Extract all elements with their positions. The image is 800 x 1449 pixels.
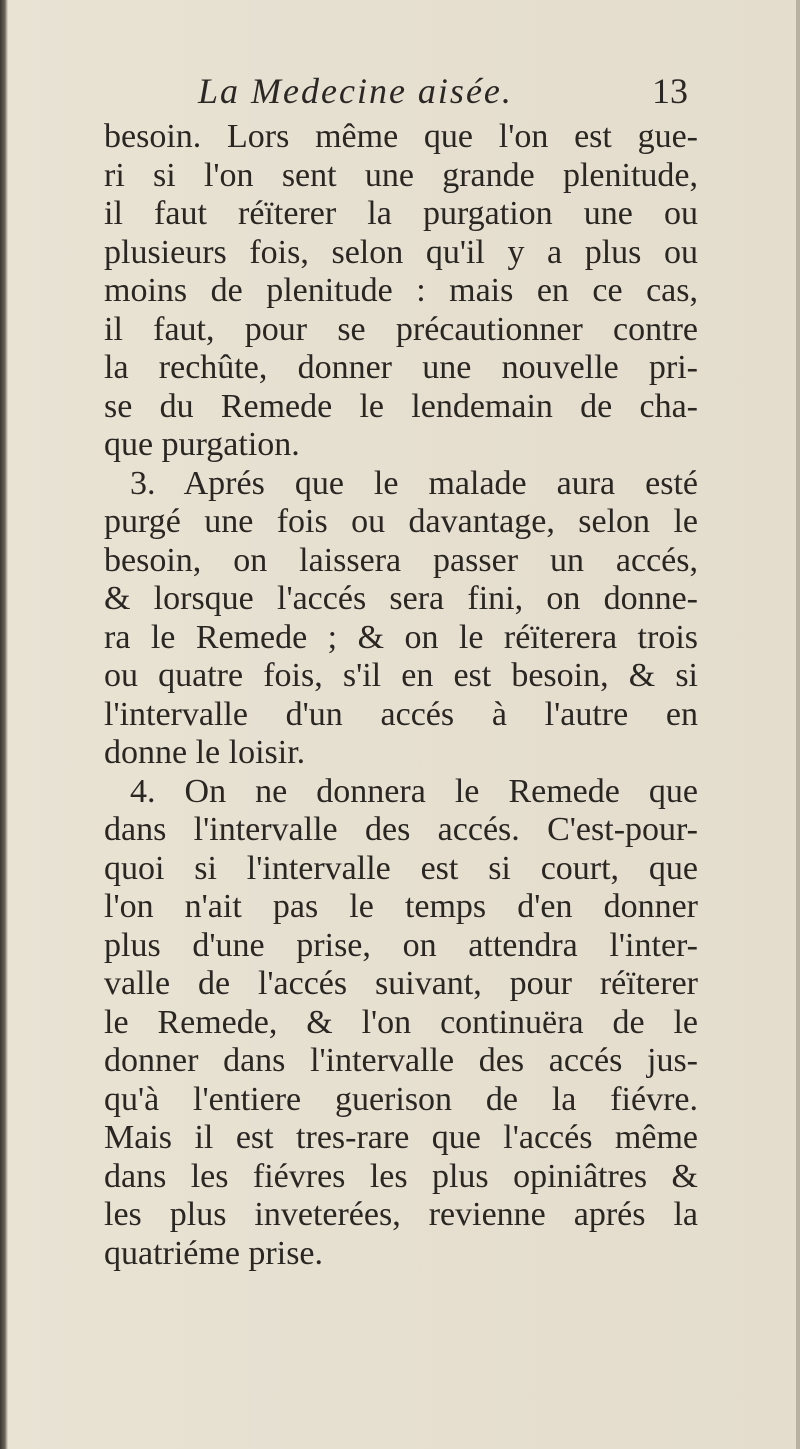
body-text [104, 118, 698, 1273]
text-line: l'on n'ait pas le temps d'en donner [104, 888, 698, 925]
text-line: le Remede, & l'on continuëra de le [104, 1003, 698, 1041]
text-line: il faut réïterer la purgation une ou [104, 195, 698, 232]
page-header [198, 70, 688, 120]
text-line: & lorsque l'accés sera fini, on donne- [104, 580, 698, 617]
text-line: les plus inveterées, revienne aprés la [104, 1196, 698, 1233]
text-line: la rechûte, donner une nouvelle pri- [104, 349, 698, 386]
text-line: besoin, on laissera passer un accés, [104, 541, 698, 579]
text-line: quoi si l'intervalle est si court, que [104, 849, 698, 887]
text-line: quatriéme prise. [104, 1234, 324, 1272]
text-line: ri si l'on sent une grande plenitude, [104, 156, 698, 194]
text-line: il faut, pour se précautionner contre [104, 310, 698, 348]
text-line: dans l'intervalle des accés. C'est-pour- [104, 811, 698, 848]
text-line: valle de l'accés suivant, pour réïterer [104, 965, 698, 1002]
text-line: l'intervalle d'un accés à l'autre en [104, 695, 698, 733]
text-line: plus d'une prise, on attendra l'inter- [104, 926, 698, 964]
text-line: donne le loisir. [104, 734, 306, 771]
text-line: donner dans l'intervalle des accés jus- [104, 1042, 698, 1079]
text-line: plusieurs fois, selon qu'il y a plus ou [104, 233, 698, 271]
page-number: 13 [652, 71, 688, 111]
text-line: qu'à l'entiere guerison de la fiévre. [104, 1080, 698, 1118]
text-line: Mais il est tres-rare que l'accés même [104, 1119, 698, 1156]
text-line: ou quatre fois, s'il en est besoin, & si [104, 657, 698, 694]
text-line: se du Remede le lendemain de cha- [104, 387, 698, 425]
text-line: que purgation. [104, 426, 300, 463]
paragraph-4-start: 4. On ne donnera le Remede que [130, 772, 698, 810]
text-line: dans les fiévres les plus opiniâtres & [104, 1157, 698, 1195]
running-title: La Medecine aisée. [198, 71, 513, 111]
text-line: ra le Remede ; & on le réïterera trois [104, 618, 698, 656]
paragraph-3-start: 3. Aprés que le malade aura esté [130, 464, 698, 502]
text-line: moins de plenitude : mais en ce cas, [104, 272, 698, 309]
text-line: purgé une fois ou davantage, selon le [104, 503, 698, 540]
text-line: besoin. Lors même que l'on est gue- [104, 118, 698, 155]
